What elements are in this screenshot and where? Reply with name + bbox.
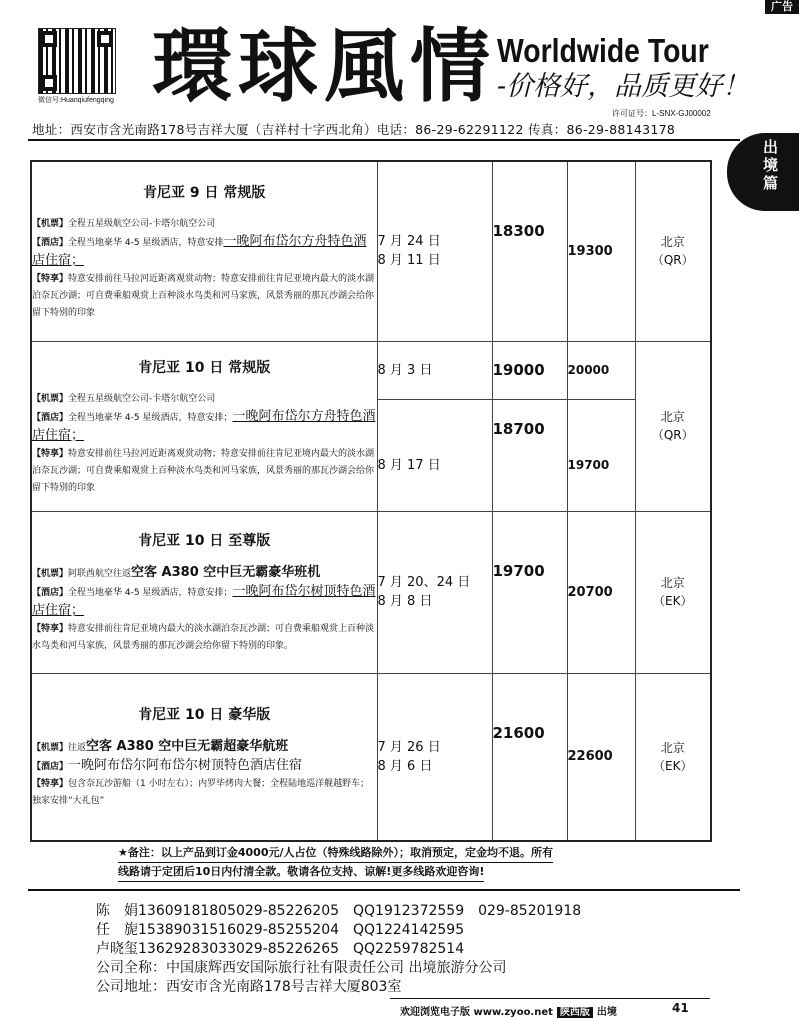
table-row — [31, 161, 711, 341]
tour-title: 肯尼亚 9 日 常规版 — [143, 184, 266, 201]
tour-date: 8 月 3 日 — [377, 341, 492, 399]
contact-line: 任 旎15389031516029-85255204 QQ1224142595 — [96, 922, 465, 938]
license-number: 许可证号：L-SNX-GJ00002 — [612, 109, 711, 118]
slogan: -价格好，品质更好！ — [497, 71, 750, 102]
tour-price: 19000 — [492, 341, 567, 399]
section-tab: 出境篇 — [727, 133, 799, 211]
footer-divider — [390, 998, 710, 999]
contact-line: 陈 娟13609181805029-85226205 QQ1912372559 029-85201918 — [96, 903, 582, 919]
tour-price-alt: 19700 — [567, 399, 635, 511]
footer — [400, 1003, 617, 1018]
tour-price: 19700 — [492, 511, 567, 673]
footer-link[interactable]: 欢迎浏览电子版 www.zyoo.net — [400, 1007, 553, 1018]
tour-price: 18700 — [492, 399, 567, 511]
tour-price: 21600 — [492, 673, 567, 841]
table-row — [31, 511, 711, 673]
brand-title: 環球風情 — [152, 20, 496, 113]
tour-description: 肯尼亚 9 日 常规版 【机票】全程五星级航空公司-卡塔尔航空公司 【酒店】全程当地豪华 4-5 星级酒店，特意安排一晚阿布岱尔方舟特色酒店住宿； 【特享】特意安排前往马拉河近距离观赏动物；特意安排前往肯尼亚境内最大的淡水湖泊奈瓦沙湖；可自费乘船观赏上百种淡水鸟类和河马家族，风景秀丽的那瓦沙湖会给你留下特别的印象 — [31, 161, 377, 341]
tour-price-alt: 20000 — [567, 341, 635, 399]
page-number: 41 — [672, 1001, 689, 1015]
tour-departure: 北京 （EK） — [635, 673, 711, 841]
brand-english: Worldwide Tour — [497, 32, 709, 69]
contact-line: 卢晓玺13629283033029-85226265 QQ2259782514 — [96, 941, 465, 957]
tour-dates: 7 月 24 日 8 月 11 日 — [377, 161, 492, 341]
ad-tag: 广告 — [765, 0, 799, 14]
table-row — [31, 341, 711, 399]
tour-title: 肯尼亚 10 日 豪华版 — [138, 707, 271, 724]
contact-block — [96, 902, 581, 997]
tour-departure: 北京 （EK） — [635, 511, 711, 673]
address-line: 地址：西安市含光南路178号吉祥大厦（吉祥村十字西北角）电话：86-29-62291122 传真：86-29-88143178 — [32, 122, 676, 137]
note-divider — [28, 889, 740, 891]
tour-title: 肯尼亚 10 日 至尊版 — [138, 533, 271, 549]
tour-dates: 7 月 26 日 8 月 6 日 — [377, 673, 492, 841]
tour-table — [30, 160, 712, 842]
footer-section: 出境 — [596, 1007, 617, 1018]
tour-description: 肯尼亚 10 日 豪华版 【机票】往返空客 A380 空中巨无霸超豪华航班 【酒店】一晚阿布岱尔阿布岱尔树顶特色酒店住宿 【特享】包含奈瓦沙游船（1 小时左右）；内罗毕烤肉大餐；全程陆地巡洋舰越野车；独家安排“大礼包” — [31, 673, 377, 841]
wechat-id: 微信号:Huanqiufengqing — [38, 97, 114, 104]
edition-badge: 陕西版 — [557, 1007, 593, 1018]
table-row — [31, 673, 711, 841]
tour-price-alt: 22600 — [567, 673, 635, 841]
tour-price-alt: 19300 — [567, 161, 635, 341]
tour-description: 肯尼亚 10 日 常规版 【机票】全程五星级航空公司-卡塔尔航空公司 【酒店】全程当地豪华 4-5 星级酒店，特意安排；一晚阿布岱尔方舟特色酒店住宿； 【特享】特意安排前往马拉河近距离观赏动物；特意安排前往肯尼亚境内最大的淡水湖泊奈瓦沙湖；可自费乘船观赏上百种淡水鸟类和河马家族，风景秀丽的那瓦沙湖会给你留下特别的印象 — [31, 341, 377, 511]
tour-dates: 7 月 20、24 日 8 月 8 日 — [377, 511, 492, 673]
tour-description: 肯尼亚 10 日 至尊版 【机票】阿联酋航空往返空客 A380 空中巨无霸豪华班机 【酒店】全程当地豪华 4-5 星级酒店，特意安排；一晚阿布岱尔树顶特色酒店住宿； 【特享】特意安排前往肯尼亚境内最大的淡水湖泊奈瓦沙湖；可自费乘船观赏上百种淡水鸟类和河马家族，风景秀丽的那瓦沙湖会给你留下特别的印象。 — [31, 511, 377, 673]
company-address: 公司地址：西安市含光南路178号吉祥大厦803室 — [96, 979, 402, 995]
tour-title: 肯尼亚 10 日 常规版 — [138, 359, 271, 376]
booking-note: ★备注：以上产品到订金4000元/人占位（特殊线路除外）；取消预定，定金均不退。所有 线路请于定团后10日内付清全款。敬请各位支持、谅解!更多线路欢迎咨询! — [118, 844, 638, 882]
tour-price-alt: 20700 — [567, 511, 635, 673]
tour-departure: 北京 （QR） — [635, 161, 711, 341]
tour-date: 8 月 17 日 — [377, 399, 492, 511]
header-divider — [28, 139, 740, 141]
tour-departure: 北京 （QR） — [635, 341, 711, 511]
tour-price: 18300 — [492, 161, 567, 341]
qr-code-icon — [38, 28, 116, 94]
company-name: 公司全称：中国康辉西安国际旅行社有限责任公司 出境旅游分公司 — [96, 960, 507, 976]
